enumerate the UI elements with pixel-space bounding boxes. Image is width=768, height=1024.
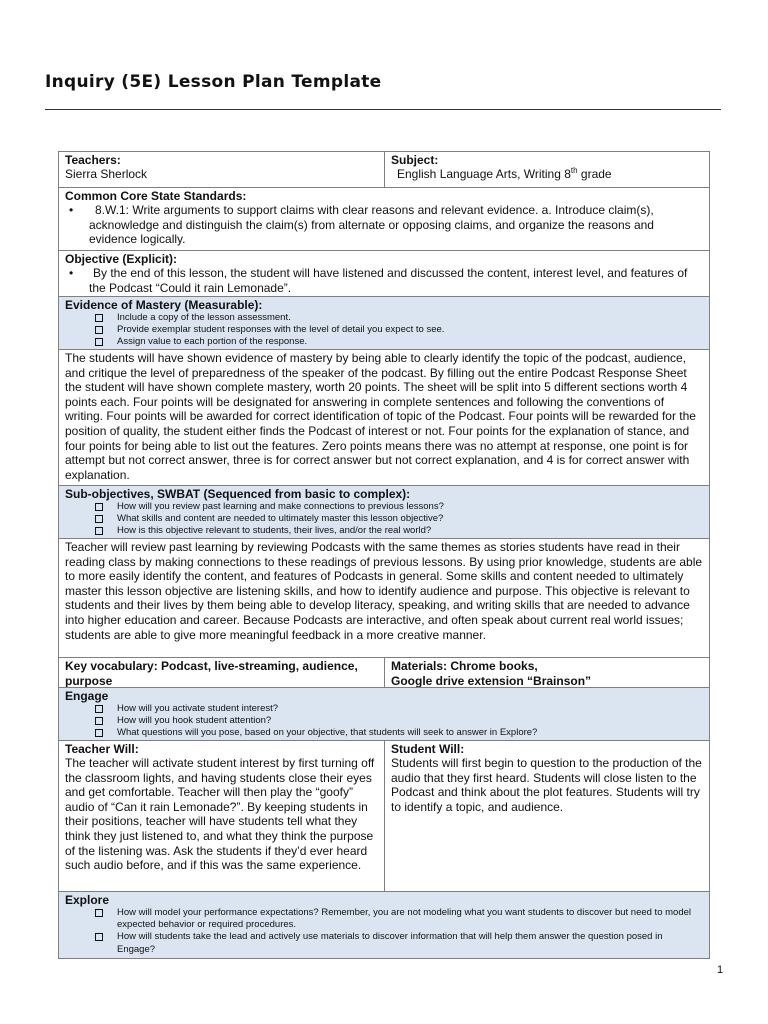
document-title: Inquiry (5E) Lesson Plan Template: [45, 72, 382, 92]
subject-value: [391, 167, 703, 182]
teachers-label: Teachers:: [65, 153, 121, 167]
explore-header-row: [59, 892, 709, 958]
checkbox-icon: [95, 909, 103, 917]
student-will-cell: [385, 741, 709, 891]
subobjective-item-text: How will you review past learning and make connections to previous lessons?: [117, 501, 444, 512]
explore-label: Explore: [65, 893, 110, 907]
evidence-body: The students will have shown evidence of mastery by being able to clearly identify the topic of the podcast, audience, and critique the level of preparedness of the speaker of the podcast. By filling out the entire Podcast Response Sheet the student will have shown complete mastery, worth 20 points. The sheet will be split into 5 different sections worth 4 points each. Four points will be designated for answering in complete sentences and following the conventions of writing. Four points will be awarded for correct identification of topic of the Podcast. Four points will be rewarded for the position of quality, the student either finds the Podcast of interest or not. Four points for the explanation of stance, and four points for being able to list out the features. Zero points means there was no attempt at response, one point is for attempt but not correct answer, three is for correct answer but not correct explanation, and 4 is for correct answer with explanation.: [65, 351, 696, 482]
vocab-materials-row: [59, 658, 709, 688]
standards-bullet: [65, 203, 703, 247]
evidence-header-row: [59, 297, 709, 350]
bullet-dot: •: [69, 203, 74, 217]
teachers-subject-row: [59, 152, 709, 188]
subject-value-main: English Language Arts, Writing 8: [397, 167, 571, 181]
teachers-cell: [59, 152, 385, 187]
vocab-cell: [59, 658, 385, 687]
teacher-will-cell: [59, 741, 385, 891]
teachers-value: Sierra Sherlock: [65, 167, 148, 181]
objective-bullet: [65, 266, 703, 295]
bullet-dot: •: [69, 266, 74, 280]
title-divider: [45, 109, 721, 110]
explore-item: [65, 931, 703, 955]
teacher-will-body: The teacher will activate student interest by first turning off the classroom lights, and having students close their eyes and get comfortable. Teacher will then play the “goofy” audio of “Can it rain Lemonade?”. By keeping students in their positions, teacher will have students tell what they think they just listened to, and what they think the purpose of the listening was. Ask the students if they’d ever heard such audio before, and if this was the same experience.: [65, 756, 375, 873]
subject-label: Subject:: [391, 153, 439, 167]
evidence-item: [65, 336, 703, 348]
materials-label-line2: Google drive extension “Brainson”: [391, 673, 592, 687]
materials-cell: [385, 658, 709, 687]
engage-header-row: [59, 688, 709, 741]
explore-item: [65, 907, 703, 931]
evidence-item-text: Include a copy of the lesson assessment.: [117, 312, 291, 323]
checkbox-icon: [95, 326, 103, 334]
teacher-student-row: [59, 741, 709, 892]
evidence-body-row: [59, 350, 709, 486]
subobjective-item-text: How is this objective relevant to students, their lives, and/or the real world?: [117, 525, 432, 537]
engage-label: Engage: [65, 689, 109, 703]
objective-text: By the end of this lesson, the student will have listened and discussed the content, interest level, and features of the Podcast “Could it rain Lemonade”.: [89, 266, 688, 295]
evidence-label: Evidence of Mastery (Measurable):: [65, 298, 263, 312]
subject-value-tail: grade: [577, 167, 612, 181]
subject-cell: [385, 152, 709, 187]
checkbox-icon: [95, 527, 103, 535]
evidence-item: [65, 324, 703, 336]
checkbox-icon: [95, 338, 103, 346]
engage-item: [65, 727, 703, 739]
checkbox-icon: [95, 705, 103, 713]
subject-value-sup: th: [570, 166, 578, 175]
objective-label: Objective (Explicit):: [65, 252, 178, 266]
explore-item-text: How will model your performance expectations? Remember, you are not modeling what you want students to discover but need to model expected behavior or required procedures.: [117, 907, 691, 931]
evidence-item-text: Provide exemplar student responses with the level of detail you expect to see.: [117, 324, 445, 336]
standards-label: Common Core State Standards:: [65, 189, 247, 203]
subobjective-item-text: What skills and content are needed to ultimately master this lesson objective?: [117, 513, 444, 525]
engage-item: [65, 715, 703, 727]
checkbox-icon: [95, 717, 103, 725]
standards-text: 8.W.1: Write arguments to support claims with clear reasons and relevant evidence. a. Introduce claim(s), acknowledge and distinguish the claim(s) from alternate or opposing claims, and organize the reasons and evidence logically.: [89, 203, 654, 247]
subobjective-item: [65, 513, 703, 525]
student-will-label: Student Will:: [391, 742, 465, 756]
objective-row: [59, 251, 709, 297]
evidence-item-text: Assign value to each portion of the response.: [117, 336, 308, 348]
subobjectives-label: Sub-objectives, SWBAT (Sequenced from basic to complex):: [65, 487, 411, 501]
checkbox-icon: [95, 515, 103, 523]
teacher-will-label: Teacher Will:: [65, 742, 139, 756]
student-will-body: Students will first begin to question to the production of the audio that they first heard. Students will close listen to the Podcast and think about the plot features. Students will try to identify a topic, and audience.: [391, 756, 702, 814]
engage-item-text: How will you hook student attention?: [117, 715, 272, 727]
materials-label-line1: Materials: Chrome books,: [391, 659, 538, 673]
subobjectives-body: Teacher will review past learning by reviewing Podcasts with the same themes as stories students have read in their reading class by making connections to these readings of previous lessons. By using prior knowledge, students are able to more easily identify the content, and features of Podcasts in general. Some skills and content needed to ultimately master this lesson objective are listening skills, and how to identify audience and purpose. This objective is relevant to students and their lives by them being able to develop literacy, speaking, and writing skills that are needed to advance into higher education and career. Because Podcasts are interactive, and often speak about current real world issues; students are able to give more meaningful feedback in a more creative manner.: [65, 540, 703, 642]
engage-item: [65, 703, 703, 715]
checkbox-icon: [95, 729, 103, 737]
page-number: 1: [717, 964, 724, 976]
subobjective-item: [65, 525, 703, 537]
standards-row: [59, 188, 709, 251]
evidence-item: [65, 312, 703, 324]
subobjective-item: [65, 501, 703, 513]
vocab-label: Key vocabulary: Podcast, live-streaming, audience, purpose: [65, 659, 358, 687]
subobjectives-header-row: [59, 486, 709, 539]
explore-item-text: How will students take the lead and actively use materials to discover information that will help them answer the question posed in Engage?: [117, 931, 663, 955]
checkbox-icon: [95, 933, 103, 941]
lesson-plan-table: [58, 151, 710, 959]
engage-item-text: What questions will you pose, based on your objective, that students will seek to answer in Explore?: [117, 727, 538, 739]
checkbox-icon: [95, 314, 103, 322]
checkbox-icon: [95, 503, 103, 511]
subobjectives-body-row: [59, 539, 709, 658]
engage-item-text: How will you activate student interest?: [117, 703, 279, 714]
